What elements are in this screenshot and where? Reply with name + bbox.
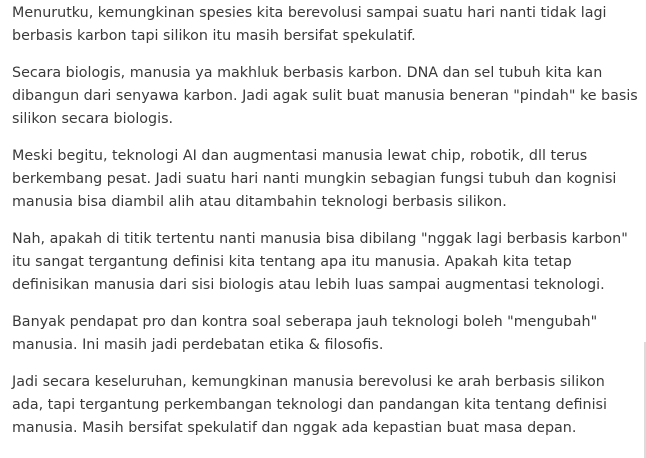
message-paragraph-4: Nah, apakah di titik tertentu nanti manusia bisa dibilang "nggak lagi berbasis karbon" itu sangat tergantung definisi kita tentang apa itu manusia. Apakah kita tetap definisikan manusia dari sisi biologis atau lebih luas sampai augmentasi teknologi. bbox=[12, 231, 628, 293]
message-paragraph-3: Meski begitu, teknologi AI dan augmentasi manusia lewat chip, robotik, dll terus berkembang pesat. Jadi suatu hari nanti mungkin sebagian fungsi tubuh dan kognisi manusia bisa diambil alih atau ditambahin teknologi berbasis silikon. bbox=[12, 148, 617, 210]
message-paragraph-2: Secara biologis, manusia ya makhluk berbasis karbon. DNA dan sel tubuh kita kan dibangun dari senyawa karbon. Jadi agak sulit buat manusia beneran "pindah" ke basis silikon secara biologis. bbox=[12, 65, 638, 127]
message-paragraph-6: Jadi secara keseluruhan, kemungkinan manusia berevolusi ke arah berbasis silikon ada, tapi tergantung perkembangan teknologi dan pandangan kita tentang definisi manusia. Masih bersifat spekulatif dan nggak ada kepastian buat masa depan. bbox=[12, 374, 607, 436]
message-paragraph-1: Menurutku, kemungkinan spesies kita berevolusi sampai suatu hari nanti tidak lagi berbasis karbon tapi silikon itu masih bersifat spekulatif. bbox=[12, 5, 607, 44]
assistant-message bbox=[12, 2, 640, 454]
message-paragraph-5: Banyak pendapat pro dan kontra soal seberapa jauh teknologi boleh "mengubah" manusia. Ini masih jadi perdebatan etika & filosofis. bbox=[12, 314, 598, 353]
